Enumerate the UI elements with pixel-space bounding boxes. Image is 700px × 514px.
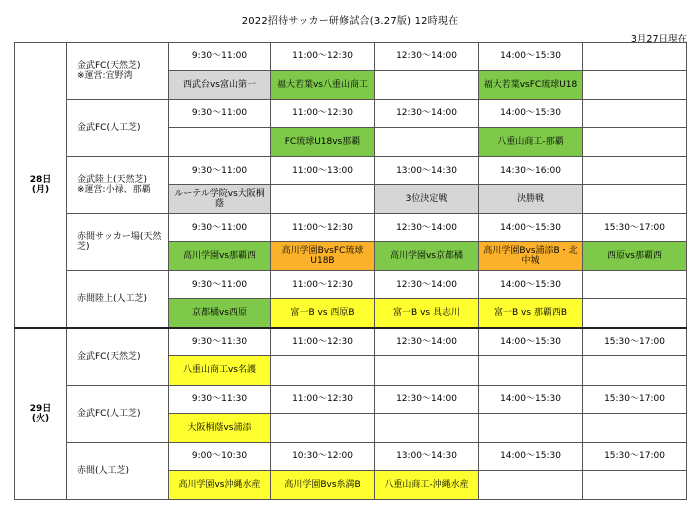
match-cell: 富一B vs 那覇西B	[479, 299, 583, 328]
match-cell: 富一B vs 具志川	[375, 299, 479, 328]
time-slot: 15:30〜17:00	[583, 328, 687, 356]
day-label: 28日 (月)	[15, 43, 67, 329]
time-slot: 11:00〜12:30	[271, 100, 375, 128]
match-cell: 高川学園Bvs糸満B	[271, 470, 375, 499]
venue-name: 金武FC(天然芝)	[77, 60, 141, 71]
match-cell: 八重山商工-那覇	[479, 128, 583, 157]
match-cell: 高川学園vs沖縄水産	[169, 470, 271, 499]
time-slot: 11:00〜12:30	[271, 271, 375, 299]
venue-cell	[67, 43, 169, 100]
time-slot: 14:00〜15:30	[479, 214, 583, 242]
time-slot: 12:30〜14:00	[375, 328, 479, 356]
time-row	[15, 100, 687, 128]
venue-cell	[67, 100, 169, 157]
time-row	[15, 385, 687, 413]
schedule-body	[15, 43, 687, 500]
time-slot: 12:30〜14:00	[375, 214, 479, 242]
as-of-date: 3月27日現在	[630, 34, 687, 45]
match-cell: 高川学園vs那覇西	[169, 242, 271, 271]
match-cell: 西武台vs富山第一	[169, 70, 271, 99]
time-slot: 9:30〜11:00	[169, 43, 271, 71]
time-slot: 12:30〜14:00	[375, 385, 479, 413]
time-row	[15, 442, 687, 470]
match-cell	[375, 128, 479, 157]
time-slot	[583, 100, 687, 128]
time-slot: 12:30〜14:00	[375, 100, 479, 128]
time-slot: 14:00〜15:30	[479, 385, 583, 413]
time-slot: 10:30〜12:00	[271, 442, 375, 470]
venue-cell	[67, 271, 169, 328]
match-cell	[583, 299, 687, 328]
match-cell: 福大若葉vs八重山商工	[271, 70, 375, 99]
match-cell: 八重山商工vs名護	[169, 356, 271, 385]
match-cell	[583, 356, 687, 385]
time-slot	[583, 43, 687, 71]
match-cell: ルーテル学院vs大阪桐蔭	[169, 185, 271, 214]
time-slot: 12:30〜14:00	[375, 43, 479, 71]
time-slot: 9:30〜11:00	[169, 157, 271, 185]
time-slot: 11:00〜12:30	[271, 43, 375, 71]
time-slot	[583, 157, 687, 185]
match-cell	[271, 356, 375, 385]
time-slot: 15:30〜17:00	[583, 385, 687, 413]
time-slot: 11:00〜12:30	[271, 328, 375, 356]
time-row	[15, 328, 687, 356]
time-slot: 12:30〜14:00	[375, 271, 479, 299]
time-slot: 9:30〜11:00	[169, 214, 271, 242]
time-slot: 13:00〜14:30	[375, 442, 479, 470]
match-cell	[583, 185, 687, 214]
match-cell	[583, 413, 687, 442]
match-cell	[271, 413, 375, 442]
time-row	[15, 157, 687, 185]
match-cell: 京都橘vs西原	[169, 299, 271, 328]
match-cell	[583, 128, 687, 157]
time-slot: 14:00〜15:30	[479, 442, 583, 470]
document-title: 2022招待サッカー研修試合(3.27版) 12時現在	[241, 16, 459, 27]
time-slot: 9:30〜11:00	[169, 271, 271, 299]
time-slot: 11:00〜12:30	[271, 214, 375, 242]
match-cell	[271, 185, 375, 214]
time-row	[15, 43, 687, 71]
time-slot: 14:30〜16:00	[479, 157, 583, 185]
time-slot: 11:00〜12:30	[271, 385, 375, 413]
time-slot: 9:00〜10:30	[169, 442, 271, 470]
match-cell: 3位決定戦	[375, 185, 479, 214]
schedule-table	[14, 42, 687, 500]
time-slot: 15:30〜17:00	[583, 214, 687, 242]
match-cell: 高川学園BvsFC琉球U18B	[271, 242, 375, 271]
time-slot: 14:00〜15:30	[479, 100, 583, 128]
match-cell	[479, 413, 583, 442]
venue-name: 金武FC(人工芝)	[77, 122, 141, 133]
time-slot: 15:30〜17:00	[583, 442, 687, 470]
match-cell: 福大若葉vsFC琉球U18	[479, 70, 583, 99]
time-slot: 14:00〜15:30	[479, 271, 583, 299]
match-cell	[479, 470, 583, 499]
venue-cell	[67, 442, 169, 499]
match-cell: 大阪桐蔭vs浦添	[169, 413, 271, 442]
time-row	[15, 271, 687, 299]
match-cell: FC琉球U18vs那覇	[271, 128, 375, 157]
match-cell: 高川学園Bvs浦添B・北中城	[479, 242, 583, 271]
venue-note: ※運営:小禄、那覇	[77, 185, 151, 196]
day-label: 29日 (火)	[15, 328, 67, 499]
match-cell	[583, 70, 687, 99]
match-cell	[375, 413, 479, 442]
match-cell: 決勝戦	[479, 185, 583, 214]
match-cell: 富一B vs 西原B	[271, 299, 375, 328]
venue-name: 赤間(人工芝)	[77, 465, 130, 476]
venue-name: 金武FC(人工芝)	[77, 408, 141, 419]
match-cell: 西原vs那覇西	[583, 242, 687, 271]
venue-name: 赤間陸上(人工芝)	[77, 294, 148, 305]
match-cell	[169, 128, 271, 157]
time-slot: 11:00〜13:00	[271, 157, 375, 185]
match-cell	[479, 356, 583, 385]
venue-cell	[67, 328, 169, 385]
match-cell	[375, 70, 479, 99]
time-slot: 9:30〜11:30	[169, 328, 271, 356]
time-row	[15, 214, 687, 242]
time-slot: 13:00〜14:30	[375, 157, 479, 185]
venue-cell	[67, 385, 169, 442]
venue-note: ※運営:宜野湾	[77, 71, 133, 82]
time-slot: 14:00〜15:30	[479, 328, 583, 356]
time-slot: 9:30〜11:30	[169, 385, 271, 413]
venue-name: 赤間サッカー場(天然芝)	[77, 232, 162, 253]
time-slot	[583, 271, 687, 299]
venue-cell	[67, 157, 169, 214]
match-cell: 高川学園vs京都橘	[375, 242, 479, 271]
time-slot: 9:30〜11:00	[169, 100, 271, 128]
venue-cell	[67, 214, 169, 271]
match-cell	[583, 470, 687, 499]
venue-name: 金武陸上(天然芝)	[77, 174, 148, 185]
venue-name: 金武FC(天然芝)	[77, 351, 141, 362]
match-cell	[375, 356, 479, 385]
match-cell: 八重山商工-沖縄水産	[375, 470, 479, 499]
time-slot: 14:00〜15:30	[479, 43, 583, 71]
